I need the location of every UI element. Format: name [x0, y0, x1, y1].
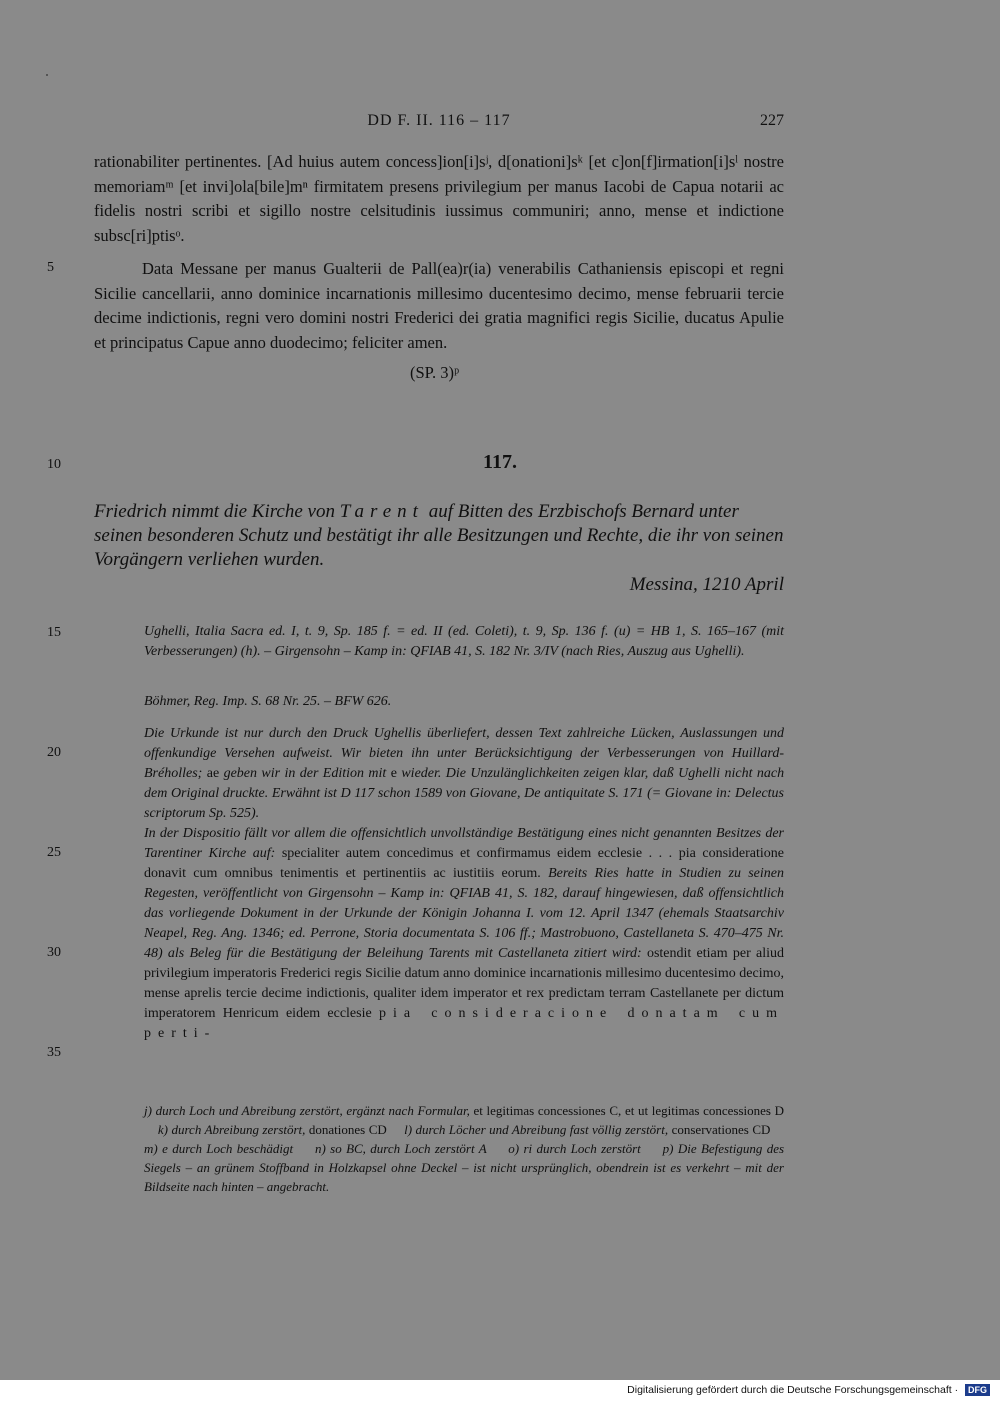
commentary-text: Die Urkunde ist nur durch den Druck Ughellis überliefert, dessen Text zahlreiche Lücken, Auslassungen und offenkundige Versehen aufweist. Wir bieten ihn unter Berücksichtigung der Verbesserungen von Huillard-Bréholles; [144, 726, 784, 781]
commentary-quote: specialiter autem concedimus et confirmamus eidem ecclesie . . . pia consideratione donavit cum omnibus tenimentis et pertinentiis ac iustitiis eorum. [144, 846, 784, 881]
footnote-l: l) durch Löcher und Abreibung fast völlig zerstört, [404, 1122, 669, 1137]
footnote-m: m) e durch Loch beschädigt [144, 1141, 294, 1156]
running-header [94, 112, 784, 134]
commentary-text: In der Dispositio fällt vor allem die offensichtlich unvollständige Bestätigung eines nicht genannten Besitzes der Tarentiner Kirche auf: [144, 826, 784, 861]
footnote-k-reading: donationes CD [308, 1122, 387, 1137]
regest-part-2: auf Bitten des Erzbischofs Bernard unter seinen besonderen Schutz und bestätigt ihr alle Besitzungen und Rechte, die ihr von seinen Vorgängern verliehen wurden. [94, 501, 784, 570]
scan-speck [46, 74, 48, 76]
footnote-p: p) Die Befestigung des Siegels – an grünem Stoffband in Holzkapsel ohne Deckel – ist nicht ursprünglich, obendrein ist es verkehrt – mit der Bildseite nach hinten – angebracht. [144, 1141, 785, 1194]
line-number-10: 10 [47, 457, 61, 472]
page-number: 227 [760, 112, 784, 129]
line-number-20: 20 [47, 745, 61, 760]
line-number-35: 35 [47, 1045, 61, 1060]
commentary-text: Bereits Ries hatte in Studien zu seinen Regesten, veröffentlicht von Girgensohn – Kamp in: QFIAB 41, S. 182, darauf hingewiesen, daß offensichtlich das vorliegende Dokument in der Urkunde der Königin Johanna I. vom 12. April 1347 (ehemals Staatsarchiv Neapel, Reg. Ang. 1346; ed. Perrone, Storia documentata S. 106 ff.; Mastrobuono, Castellaneta S. 470–475 Nr. 48) als Beleg für die Bestätigung der Beleihung Tarents mit Castellaneta zitiert wird: [144, 866, 784, 961]
line-number-30: 30 [47, 945, 61, 960]
charter-text-paragraph-1: rationabiliter pertinentes. [Ad huius autem concess]ion[i]sʲ, d[onationi]sᵏ [et c]on[f]irmation[i]sˡ nostre memoriamᵐ [et invi]ola[bile]mⁿ firmitatem presens privilegium per manus Iacobi de Capua notarii ac fidelis nostri scribi et sigillo nostre celsitudinis iussimus communiri; anno, mense et indictione subsc[ri]ptisᵒ. [94, 152, 784, 245]
dfg-logo: DFG [965, 1384, 990, 1396]
line-number-25: 25 [47, 845, 61, 860]
dateline: Messina, 1210 April [629, 574, 784, 595]
digitization-credit [0, 1384, 990, 1396]
document-number: 117. [483, 451, 517, 473]
footnote-k: k) durch Abreibung zerstört, [157, 1122, 306, 1137]
footnote-n: n) so BC, durch Loch zerstört A [314, 1141, 487, 1156]
credit-text: Digitalisierung gefördert durch die Deutsche Forschungsgemeinschaft · [627, 1384, 959, 1396]
commentary-quote-spaced: pia consideracione donatam cum perti- [144, 1006, 785, 1041]
sources-note: Ughelli, Italia Sacra ed. I, t. 9, Sp. 185 f. = ed. II (ed. Coleti), t. 9, Sp. 136 f. (u) = HB 1, S. 165–167 (mit Verbesserungen) (h). – Girgensohn – Kamp in: QFIAB 41, S. 182 Nr. 3/IV (nach Ries, Auszug aus Ughelli). [144, 624, 784, 659]
commentary-text: e [390, 766, 397, 781]
commentary-text: ae [206, 766, 220, 781]
commentary-paragraph-1 [144, 724, 784, 824]
commentary-paragraph-2 [144, 824, 784, 1044]
footnote-j-reading: et legitimas concessiones C, et ut legitimas concessiones D [473, 1103, 784, 1118]
regest-part-1: Friedrich nimmt die Kirche von [94, 501, 335, 522]
footnotes [144, 1101, 784, 1196]
commentary-text: geben wir in der Edition mit [223, 766, 387, 781]
footnote-o: o) ri durch Loch zerstört [508, 1141, 641, 1156]
header-title: DD F. II. 116 – 117 [367, 112, 511, 129]
footnote-l-reading: conservationes CD [671, 1122, 771, 1137]
line-number-5: 5 [47, 260, 54, 275]
commentary [144, 724, 784, 1044]
charter-datum-paragraph: Data Messane per manus Gualterii de Pall(ea)r(ia) venerabilis Cathaniensis episcopi et regni Sicilie cancellarii, anno dominice incarnationis millesimo ducentesimo decimo, mense februarii tercie decime indictionis, regni vero domini nostri Frederici dei gratia magnifici regis Sicilie, ducatus Apulie et principatus Capue anno duodecimo; feliciter amen. [94, 259, 784, 352]
seal-note: (SP. 3)ᵖ [410, 363, 460, 382]
footnote-j: j) durch Loch und Abreibung zerstört, ergänzt nach Formular, [144, 1103, 470, 1118]
commentary-text: wieder. Die Unzulänglichkeiten zeigen klar, daß Ughelli nicht nach dem Original druckte. Erwähnt ist D 117 schon 1589 von Giovane, De antiquitate S. 171 (= Giovane in: Delectus scriptorum Sp. 525). [144, 766, 785, 821]
regest-summary [94, 500, 784, 572]
regesta-note: Böhmer, Reg. Imp. S. 68 Nr. 25. – BFW 626. [144, 694, 392, 709]
commentary-quote: ostendit etiam per aliud privilegium imperatoris Frederici regis Sicilie datum anno dominice incarnationis millesimo ducentesimo decimo, mense aprelis tercie decime indictionis, qualiter idem imperator et rex predictam terram Castellanete per dictum imperatorem Henricum eidem ecclesie [144, 946, 785, 1021]
line-number-15: 15 [47, 625, 61, 640]
regest-place: Tarent [339, 501, 424, 522]
